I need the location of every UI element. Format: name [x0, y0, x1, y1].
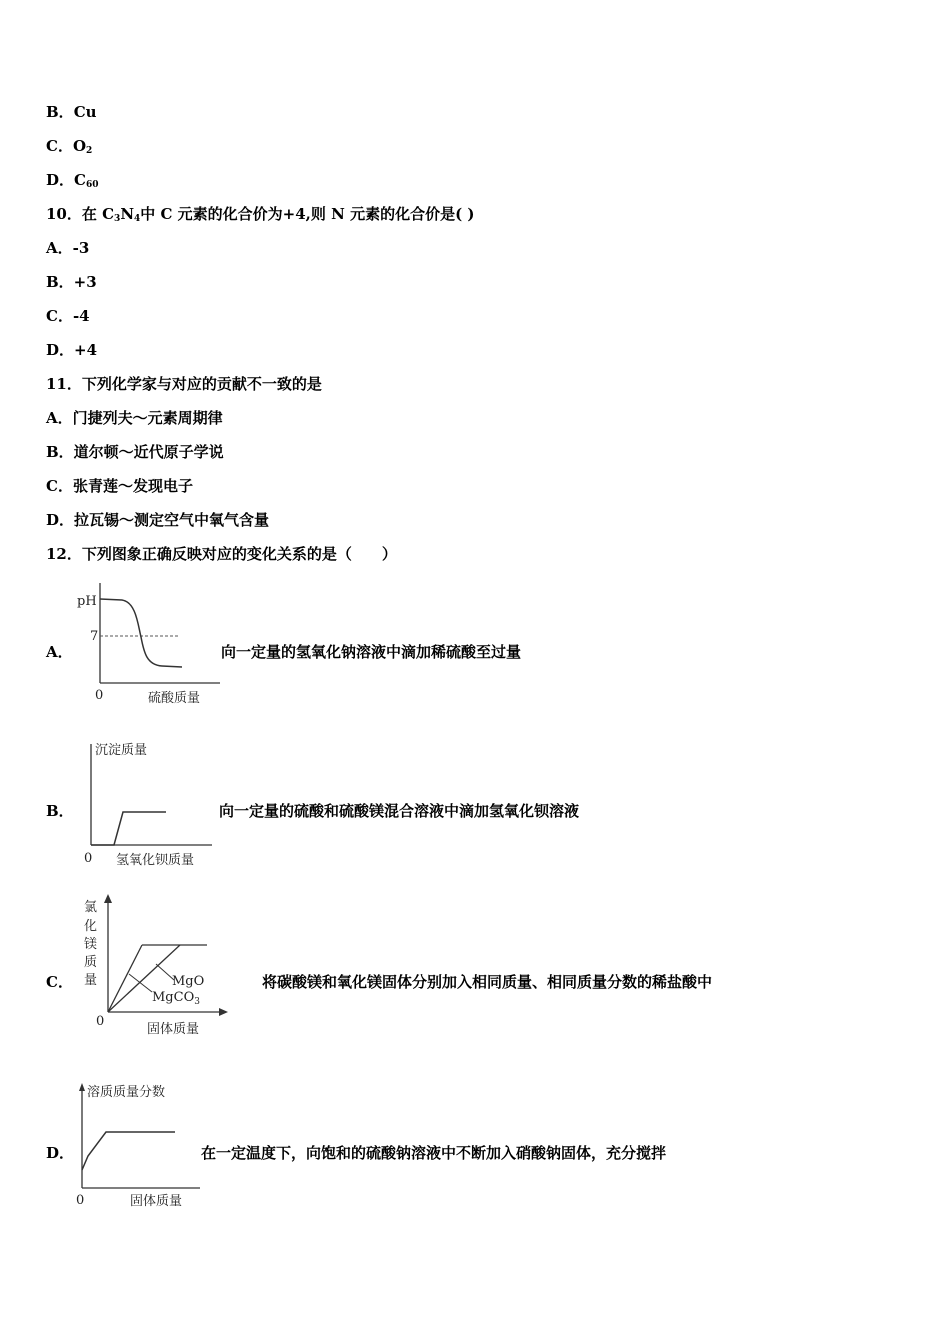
option-12b-label: B．	[46, 802, 74, 820]
option-12a-desc: 向一定量的氢氧化钠溶液中滴加稀硫酸至过量	[221, 643, 522, 661]
option-11b: B．道尔顿～近代原子学说	[46, 443, 224, 461]
option-10d: D．+4	[46, 341, 98, 359]
graph-c-mgco3-label: MgCO$_3$	[152, 990, 200, 1007]
option-12c-label: C．	[46, 973, 73, 991]
graph-a-curve	[100, 599, 182, 667]
graph-c-y-arrow	[104, 894, 112, 903]
question-12-stem: 12．下列图象正确反映对应的变化关系的是（ ）	[46, 545, 397, 563]
option-11d: D．拉瓦锡～测定空气中氧气含量	[46, 511, 270, 529]
graph-b-y-label: 沉淀质量	[95, 743, 148, 758]
graph-b-x-label: 氢氧化钡质量	[116, 853, 195, 868]
graph-d-x-label: 固体质量	[130, 1194, 183, 1209]
option-12c-desc: 将碳酸镁和氧化镁固体分别加入相同质量、相同质量分数的稀盐酸中	[262, 973, 713, 991]
graph-c-origin: 0	[96, 1014, 105, 1029]
graph-a-y-tick: 7	[90, 629, 99, 644]
graph-c-y-label-4: 质	[84, 955, 98, 970]
option-10b: B．+3	[46, 273, 97, 291]
option-10c: C．-4	[46, 307, 90, 325]
question-10-stem: 10．在 $C_3N_4$中 C 元素的化合价为+4,则 N 元素的化合价是( )	[46, 205, 475, 224]
graph-d-curve	[82, 1132, 175, 1170]
option-12a-label: A．	[46, 643, 73, 661]
graph-b	[70, 732, 230, 872]
graph-d-origin: 0	[76, 1193, 85, 1208]
option-11c: C．张青莲～发现电子	[46, 477, 193, 495]
graph-c-y-label-5: 量	[84, 973, 98, 988]
graph-c-x-label: 固体质量	[147, 1022, 200, 1037]
graph-a-y-label: pH	[77, 594, 97, 609]
graph-c-mgo-line	[108, 945, 142, 1012]
graph-b-origin: 0	[84, 851, 93, 866]
graph-a-origin: 0	[95, 688, 104, 703]
graph-d-y-arrow	[79, 1083, 85, 1091]
question-11-stem: 11．下列化学家与对应的贡献不一致的是	[46, 375, 322, 393]
option-12b-desc: 向一定量的硫酸和硫酸镁混合溶液中滴加氢氧化钡溶液	[219, 802, 580, 820]
option-10a: A．-3	[46, 239, 90, 257]
graph-d-y-label: 溶质质量分数	[87, 1085, 166, 1100]
option-9c: C．$O_2$	[46, 137, 93, 156]
graph-c	[70, 888, 240, 1048]
graph-a	[70, 575, 230, 710]
graph-c-mgo-label: MgO	[172, 974, 205, 989]
option-12d-desc: 在一定温度下，向饱和的硫酸钠溶液中不断加入硝酸钠固体，充分搅拌	[201, 1144, 667, 1162]
graph-c-x-arrow	[219, 1008, 228, 1016]
option-11a: A．门捷列夫～元素周期律	[46, 409, 223, 427]
option-9b: B．Cu	[46, 103, 97, 121]
graph-c-y-label-1: 氯	[84, 900, 98, 915]
graph-b-curve	[91, 812, 166, 845]
graph-a-x-label: 硫酸质量	[148, 691, 201, 706]
option-9d: D．$C_{60}$	[46, 171, 99, 190]
graph-c-y-label-3: 镁	[84, 937, 98, 952]
graph-c-y-label-2: 化	[84, 919, 98, 934]
option-12d-label: D．	[46, 1144, 75, 1162]
